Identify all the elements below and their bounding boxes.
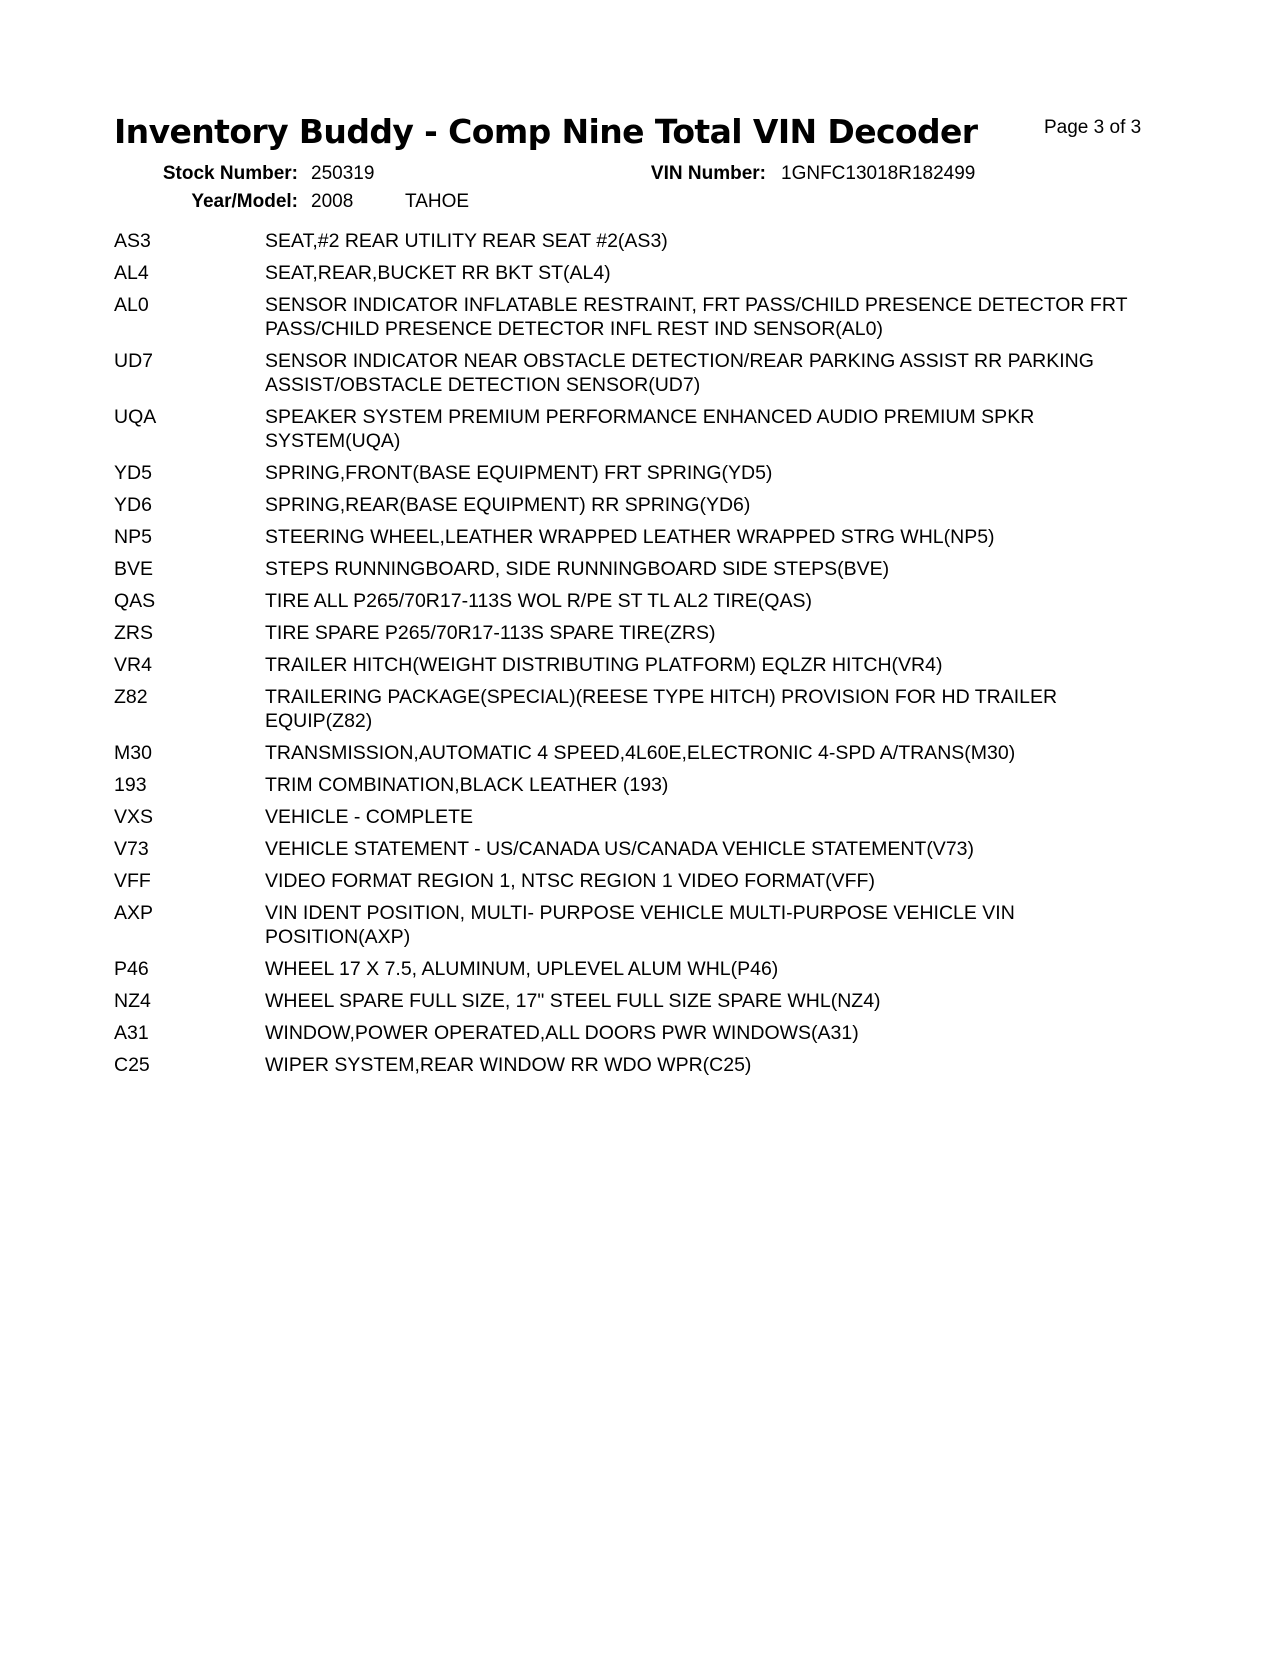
option-row xyxy=(114,293,1164,341)
option-code: VXS xyxy=(114,806,154,828)
option-description: STEPS RUNNINGBOARD, SIDE RUNNINGBOARD SIDE STEPS(BVE) xyxy=(265,558,890,580)
option-row xyxy=(114,957,1164,981)
vin-number-label: VIN Number: xyxy=(650,163,766,184)
option-row xyxy=(114,741,1164,765)
option-code: P46 xyxy=(114,958,149,980)
option-row xyxy=(114,653,1164,677)
option-row xyxy=(114,261,1164,285)
option-code: UD7 xyxy=(114,350,154,372)
vin-number-value: 1GNFC13018R182499 xyxy=(781,163,976,184)
year-value: 2008 xyxy=(311,191,354,212)
option-code: M30 xyxy=(114,742,152,764)
option-description: SENSOR INDICATOR NEAR OBSTACLE DETECTION/REAR PARKING ASSIST RR PARKING ASSIST/OBSTACLE DETECTION SENSOR(UD7) xyxy=(265,350,1094,396)
option-row xyxy=(114,869,1164,893)
option-description: VIN IDENT POSITION, MULTI- PURPOSE VEHICLE MULTI-PURPOSE VEHICLE VIN POSITION(AXP) xyxy=(265,902,1015,948)
option-row xyxy=(114,621,1164,645)
option-code: YD6 xyxy=(114,494,152,516)
option-code: VFF xyxy=(114,870,151,892)
option-row xyxy=(114,837,1164,861)
option-description: STEERING WHEEL,LEATHER WRAPPED LEATHER WRAPPED STRG WHL(NP5) xyxy=(265,526,995,548)
option-row xyxy=(114,525,1164,549)
option-row xyxy=(114,773,1164,797)
option-code: VR4 xyxy=(114,654,152,676)
option-code: C25 xyxy=(114,1054,150,1076)
option-description: VEHICLE - COMPLETE xyxy=(265,806,474,828)
option-code: AL4 xyxy=(114,262,149,284)
option-code: QAS xyxy=(114,590,156,612)
option-description: TRIM COMBINATION,BLACK LEATHER (193) xyxy=(265,774,669,796)
option-description: TIRE ALL P265/70R17-113S WOL R/PE ST TL AL2 TIRE(QAS) xyxy=(265,590,812,612)
year-model-label: Year/Model: xyxy=(191,191,298,212)
option-description: VIDEO FORMAT REGION 1, NTSC REGION 1 VIDEO FORMAT(VFF) xyxy=(265,870,875,892)
option-description: WINDOW,POWER OPERATED,ALL DOORS PWR WINDOWS(A31) xyxy=(265,1022,859,1044)
option-row xyxy=(114,405,1164,453)
stock-number-label: Stock Number: xyxy=(162,163,298,184)
option-code: BVE xyxy=(114,558,154,580)
model-value: TAHOE xyxy=(405,191,470,212)
option-code: V73 xyxy=(114,838,149,860)
option-row xyxy=(114,901,1164,949)
page-title: Inventory Buddy - Comp Nine Total VIN Decoder xyxy=(114,112,978,151)
option-description: VEHICLE STATEMENT - US/CANADA US/CANADA VEHICLE STATEMENT(V73) xyxy=(265,838,974,860)
page-number: Page 3 of 3 xyxy=(1044,117,1142,138)
stock-number-value: 250319 xyxy=(311,163,375,184)
option-row xyxy=(114,557,1164,581)
option-code: AXP xyxy=(114,902,154,924)
option-code: 193 xyxy=(114,774,147,796)
option-row xyxy=(114,685,1164,733)
option-description: TRANSMISSION,AUTOMATIC 4 SPEED,4L60E,ELECTRONIC 4-SPD A/TRANS(M30) xyxy=(265,742,1016,764)
option-row xyxy=(114,805,1164,829)
option-row xyxy=(114,989,1164,1013)
option-description: TIRE SPARE P265/70R17-113S SPARE TIRE(ZRS) xyxy=(265,622,716,644)
option-row xyxy=(114,1021,1164,1045)
option-code: Z82 xyxy=(114,686,148,708)
option-list xyxy=(114,229,1164,1085)
option-row xyxy=(114,1053,1164,1077)
option-description: TRAILERING PACKAGE(SPECIAL)(REESE TYPE HITCH) PROVISION FOR HD TRAILER EQUIP(Z82) xyxy=(265,686,1058,732)
option-row xyxy=(114,589,1164,613)
option-code: AL0 xyxy=(114,294,149,316)
option-code: ZRS xyxy=(114,622,153,644)
option-description: TRAILER HITCH(WEIGHT DISTRIBUTING PLATFORM) EQLZR HITCH(VR4) xyxy=(265,654,943,676)
option-description: SPRING,FRONT(BASE EQUIPMENT) FRT SPRING(YD5) xyxy=(265,462,773,484)
option-code: NZ4 xyxy=(114,990,151,1012)
option-row xyxy=(114,349,1164,397)
option-row xyxy=(114,461,1164,485)
option-description: SEAT,#2 REAR UTILITY REAR SEAT #2(AS3) xyxy=(265,230,668,252)
option-row xyxy=(114,229,1164,253)
option-code: UQA xyxy=(114,406,157,428)
option-row xyxy=(114,493,1164,517)
option-description: WHEEL 17 X 7.5, ALUMINUM, UPLEVEL ALUM WHL(P46) xyxy=(265,958,779,980)
option-code: AS3 xyxy=(114,230,151,252)
option-code: YD5 xyxy=(114,462,152,484)
option-description: WHEEL SPARE FULL SIZE, 17" STEEL FULL SIZE SPARE WHL(NZ4) xyxy=(265,990,881,1012)
option-description: SPEAKER SYSTEM PREMIUM PERFORMANCE ENHANCED AUDIO PREMIUM SPKR SYSTEM(UQA) xyxy=(265,406,1035,452)
option-description: SPRING,REAR(BASE EQUIPMENT) RR SPRING(YD6) xyxy=(265,494,751,516)
option-description: SEAT,REAR,BUCKET RR BKT ST(AL4) xyxy=(265,262,611,284)
option-code: A31 xyxy=(114,1022,149,1044)
option-code: NP5 xyxy=(114,526,152,548)
option-description: WIPER SYSTEM,REAR WINDOW RR WDO WPR(C25) xyxy=(265,1054,752,1076)
option-description: SENSOR INDICATOR INFLATABLE RESTRAINT, FRT PASS/CHILD PRESENCE DETECTOR FRT PASS/CHILD PRESENCE DETECTOR INFL REST IND SENSOR(AL0) xyxy=(265,294,1128,340)
